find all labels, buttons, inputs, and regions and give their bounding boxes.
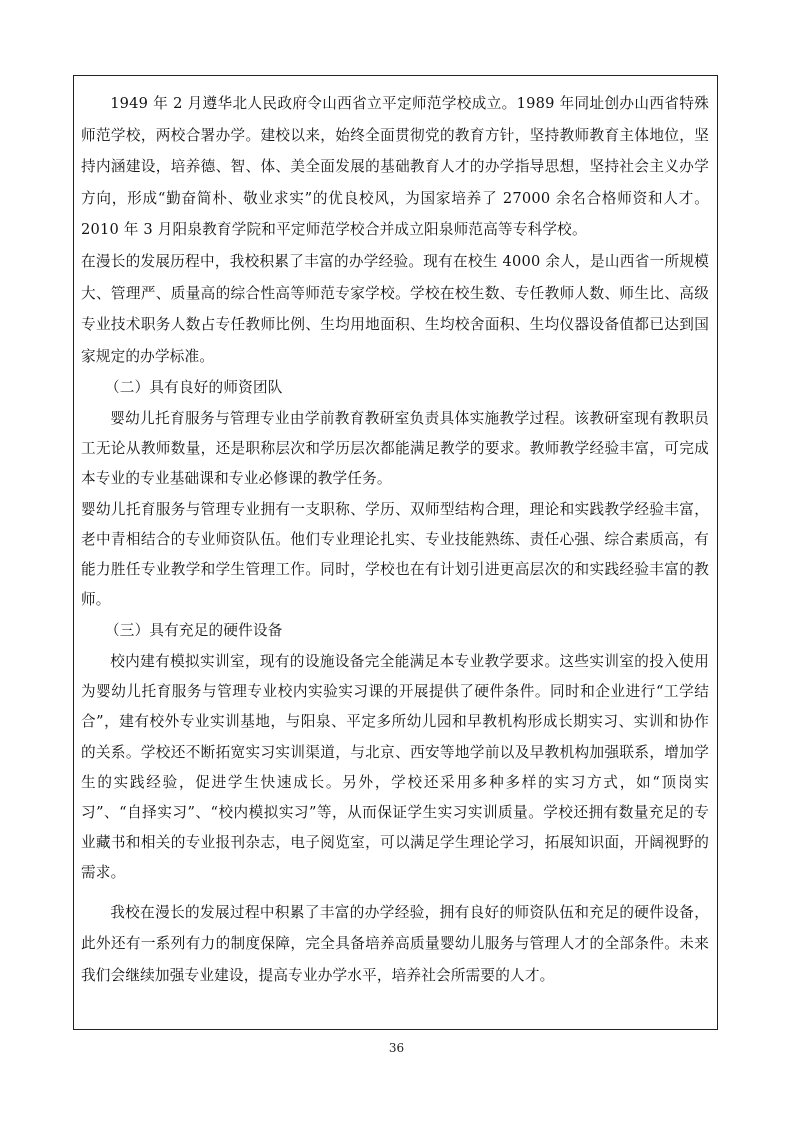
paragraph-faculty-overview: 婴幼儿托育服务与管理专业由学前教育教研室负责具体实施教学过程。该教研室现有教职员工无论从教师数量，还是职称层次和学历层次都能满足教学的要求。教师教学经验丰富，可完成本专业的专业基础课和专业必修课的教学任务。: [81, 409, 709, 488]
page-number: 36: [388, 1041, 405, 1055]
document-body: [81, 88, 709, 991]
paragraph-development: 在漫长的发展历程中，我校积累了丰富的办学经验。现有在校生 4000 余人，是山西省一所规模大、管理严、质量高的综合性高等师范专家学校。学校在校生数、专任教师人数、师生比、高级专业技术职务人数占专任教师比例、生均用地面积、生均校舍面积、生均仪器设备值都已达到国家规定的办学标准。: [81, 252, 709, 365]
section-heading-faculty: （二）具有良好的师资团队: [105, 379, 283, 397]
paragraph-conclusion: 我校在漫长的发展过程中积累了丰富的办学经验，拥有良好的师资队伍和充足的硬件设备，此外还有一系列有力的制度保障，完全具备培养高质量婴幼儿服务与管理人才的全部条件。未来我们会继续加强专业建设，提高专业办学水平，培养社会所需要的人才。: [81, 903, 709, 984]
paragraph-hardware: 校内建有模拟实训室，现有的设施设备完全能满足本专业教学要求。这些实训室的投入使用为婴幼儿托育服务与管理专业校内实验实习课的开展提供了硬件条件。同时和企业进行“工学结合”，建有校外专业实训基地，与阳泉、平定多所幼儿园和早教机构形成长期实习、实训和协作的关系。学校还不断拓宽实习实训渠道，与北京、西安等地学前以及早教机构加强联系，增加学生的实践经验，促进学生快速成长。另外，学校还采用多种多样的实习方式，如“顶岗实习”、“自择实习”、“校内模拟实习”等，从而保证学生实习实训质量。学校还拥有数量充足的专业藏书和相关的专业报刊杂志，电子阅览室，可以满足学生理论学习，拓展知识面，开阔视野的需求。: [81, 652, 709, 882]
paragraph-school-history: 1949 年 2 月遵华北人民政府令山西省立平定师范学校成立。1989 年同址创办山西省特殊师范学校，两校合署办学。建校以来，始终全面贯彻党的教育方针，坚持教师教育主体地位，坚持内涵建设，培养德、智、体、美全面发展的基础教育人才的办学指导思想，坚持社会主义办学方向，形成“勤奋简朴、敬业求实”的优良校风，为国家培养了 27000 余名合格师资和人才。2010 年 3 月阳泉教育学院和平定师范学校合并成立阳泉师范高等专科学校。: [81, 95, 709, 239]
paragraph-faculty-structure: 婴幼儿托育服务与管理专业拥有一支职称、学历、双师型结构合理，理论和实践教学经验丰富，老中青相结合的专业师资队伍。他们专业理论扎实、专业技能熟练、责任心强、综合素质高，有能力胜任专业教学和学生管理工作。同时，学校也在有计划引进更高层次的和实践经验丰富的教师。: [81, 500, 709, 609]
section-heading-hardware: （三）具有充足的硬件设备: [105, 622, 283, 640]
